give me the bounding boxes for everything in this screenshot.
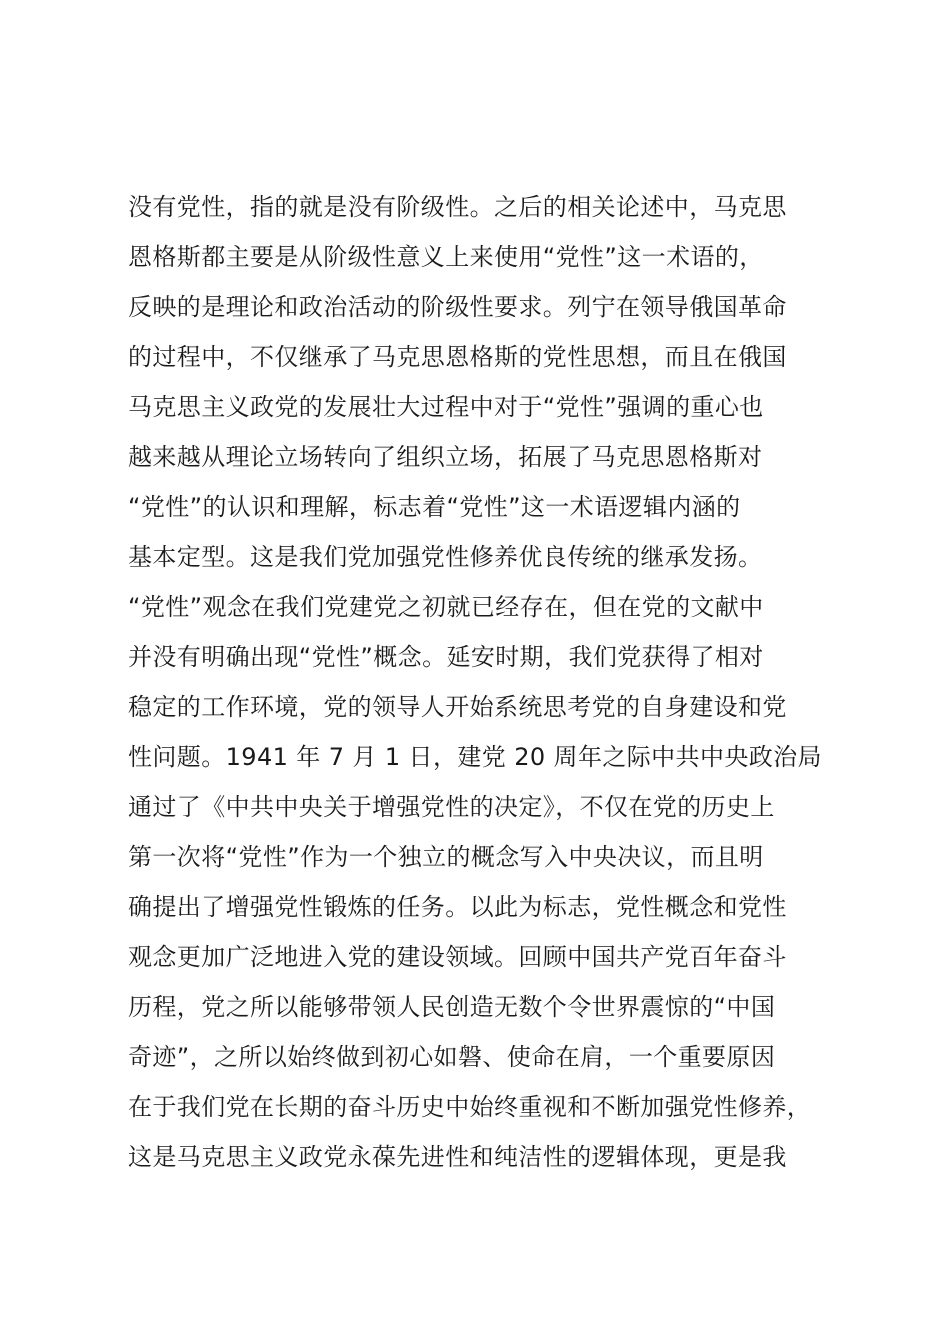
body-text — [128, 185, 848, 1185]
text-line: “党性”的认识和理解，标志着“党性”这一术语逻辑内涵的 — [128, 493, 741, 521]
text-line: 历程，党之所以能够带领人民创造无数个令世界震惊的“中国 — [128, 993, 776, 1021]
text-line: “党性”观念在我们党建党之初就已经存在，但在党的文献中 — [128, 593, 764, 621]
text-line: 反映的是理论和政治活动的阶级性要求。列宁在领导俄国革命 — [128, 293, 787, 321]
text-line: 马克思主义政党的发展壮大过程中对于“党性”强调的重心也 — [128, 393, 764, 421]
text-line: 确提出了增强党性锻炼的任务。以此为标志，党性概念和党性 — [128, 893, 787, 921]
text-line: 并没有明确出现“党性”概念。延安时期，我们党获得了相对 — [128, 643, 764, 671]
text-line: 性问题。1941 年 7 月 1 日，建党 20 周年之际中共中央政治局 — [128, 743, 822, 771]
text-line: 稳定的工作环境，党的领导人开始系统思考党的自身建设和党 — [128, 693, 787, 721]
text-line: 恩格斯都主要是从阶级性意义上来使用“党性”这一术语的， — [128, 243, 764, 271]
text-line: 奇迹”，之所以始终做到初心如磐、使命在肩，一个重要原因 — [128, 1043, 776, 1071]
text-line: 在于我们党在长期的奋斗历史中始终重视和不断加强党性修养， — [128, 1093, 812, 1121]
text-line: 基本定型。这是我们党加强党性修养优良传统的继承发扬。 — [128, 543, 763, 571]
text-line: 没有党性，指的就是没有阶级性。之后的相关论述中，马克思 — [128, 193, 787, 221]
text-line: 越来越从理论立场转向了组织立场，拓展了马克思恩格斯对 — [128, 443, 763, 471]
text-line: 这是马克思主义政党永葆先进性和纯洁性的逻辑体现，更是我 — [128, 1143, 787, 1171]
text-line: 的过程中，不仅继承了马克思恩格斯的党性思想，而且在俄国 — [128, 343, 787, 371]
text-line: 通过了《中共中央关于增强党性的决定》，不仅在党的历史上 — [128, 793, 775, 821]
text-line: 第一次将“党性”作为一个独立的概念写入中央决议，而且明 — [128, 843, 764, 871]
text-line: 观念更加广泛地进入党的建设领域。回顾中国共产党百年奋斗 — [128, 943, 787, 971]
